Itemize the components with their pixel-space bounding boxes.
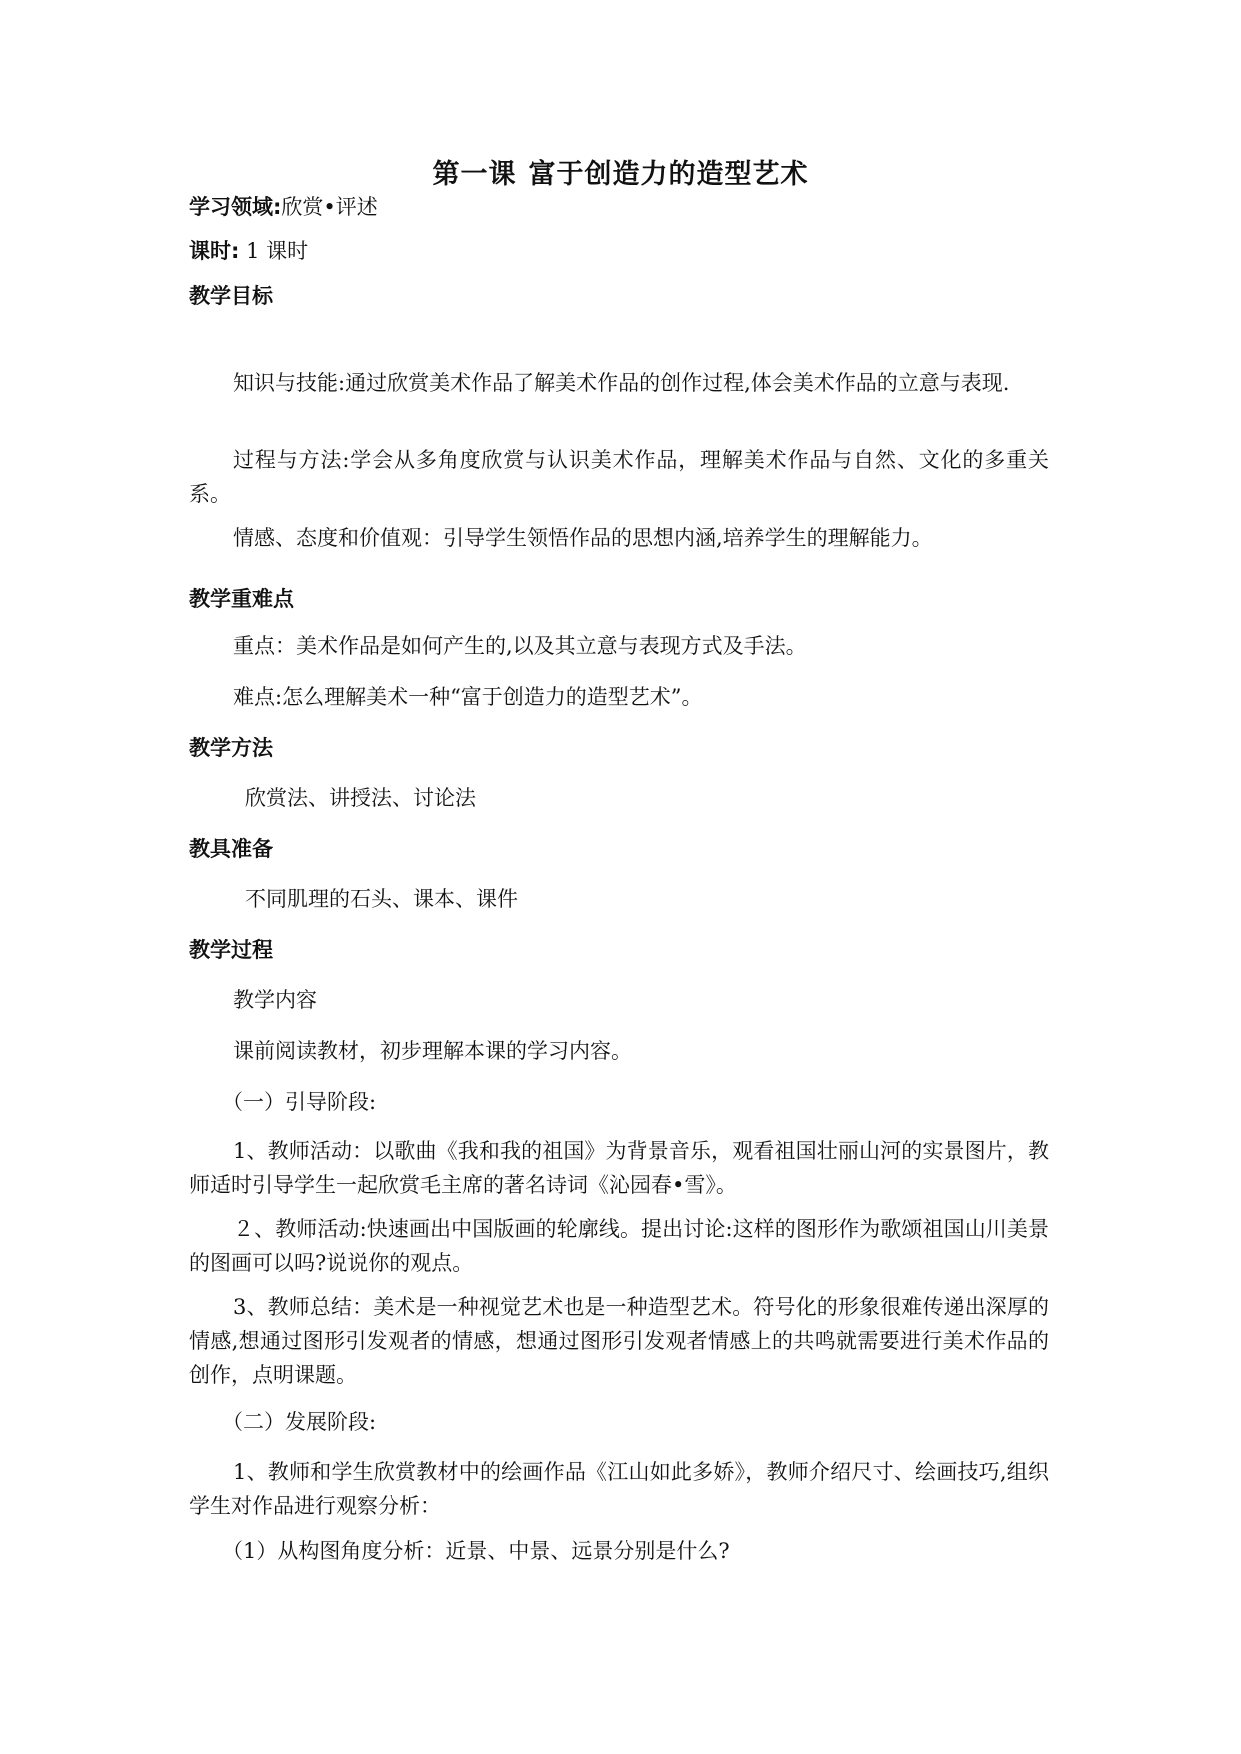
class-hours-label: 课时: [189, 239, 240, 263]
stage-one-item-3: 3、教师总结：美术是一种视觉艺术也是一种造型艺术。符号化的形象很难传递出深厚的情感,想通过图形引发观者的情感，想通过图形引发观者情感上的共鸣就需要进行美术作品的创作，点明课题。 [189, 1295, 1049, 1387]
preclass-reading: 课前阅读教材，初步理解本课的学习内容。 [233, 1039, 632, 1063]
teaching-methods: 欣赏法、讲授法、讨论法 [245, 786, 476, 810]
keypoints-heading: 教学重难点 [189, 587, 294, 611]
goals-heading: 教学目标 [189, 284, 273, 308]
goal-knowledge-skills: 知识与技能:通过欣赏美术作品了解美术作品的创作过程,体会美术作品的立意与表现. [233, 371, 1010, 395]
difficult-point: 难点:怎么理解美术一种“富于创造力的造型艺术”。 [233, 685, 703, 709]
stage-one-item-2: ２、教师活动:快速画出中国版画的轮廓线。提出讨论:这样的图形作为歌颂祖国山川美景的图画可以吗?说说你的观点。 [189, 1217, 1049, 1275]
methods-heading: 教学方法 [189, 736, 273, 760]
stage-one-item-1: 1、教师活动：以歌曲《我和我的祖国》为背景音乐，观看祖国壮丽山河的实景图片，教师适时引导学生一起欣赏毛主席的著名诗词《沁园春•雪》。 [189, 1139, 1049, 1197]
stage-two-item-1: 1、教师和学生欣赏教材中的绘画作品《江山如此多娇》，教师介绍尺寸、绘画技巧,组织学生对作品进行观察分析： [189, 1460, 1049, 1518]
teaching-tools: 不同肌理的石头、课本、课件 [245, 887, 518, 911]
stage-one-heading: （一）引导阶段: [222, 1090, 377, 1114]
lesson-name: 富于创造力的造型艺术 [528, 159, 809, 190]
stage-two-sub-1: （1）从构图角度分析：近景、中景、远景分别是什么? [222, 1539, 730, 1563]
learning-field-value: 欣赏•评述 [281, 195, 378, 219]
content-label: 教学内容 [233, 988, 317, 1012]
learning-field-label: 学习领域: [189, 195, 282, 219]
goal-process-method: 过程与方法:学会从多角度欣赏与认识美术作品，理解美术作品与自然、文化的多重关系。 [189, 448, 1049, 506]
class-hours [189, 234, 308, 268]
key-point: 重点：美术作品是如何产生的,以及其立意与表现方式及手法。 [233, 634, 807, 658]
tools-heading: 教具准备 [189, 837, 273, 861]
learning-field [189, 190, 378, 224]
lesson-title [0, 155, 1241, 195]
goal-emotion-values: 情感、态度和价值观：引导学生领悟作品的思想内涵,培养学生的理解能力。 [233, 526, 933, 550]
process-heading: 教学过程 [189, 938, 273, 962]
class-hours-value: 1 课时 [239, 239, 309, 263]
lesson-number: 第一课 [432, 159, 517, 190]
stage-two-heading: （二）发展阶段: [222, 1410, 377, 1434]
